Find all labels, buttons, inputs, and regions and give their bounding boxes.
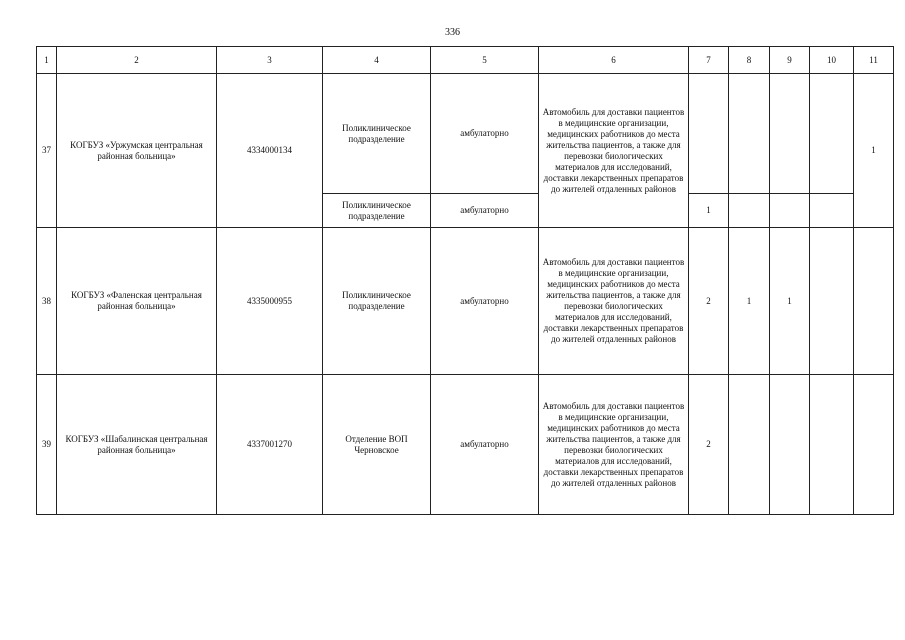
count-col-10 (810, 375, 854, 515)
count-col-10 (810, 194, 854, 228)
count-col-8 (729, 194, 770, 228)
care-mode: амбулаторно (431, 74, 539, 194)
column-number-header: 6 (539, 47, 689, 74)
table-row (37, 375, 894, 515)
care-mode: амбулаторно (431, 194, 539, 228)
column-number-header: 9 (770, 47, 810, 74)
vehicle-purpose: Автомобиль для доставки пациентов в медицинские организации, медицинских работников до места жительства пациентов, а также для перевозки биологических материалов для исследований, доставки лекарственных препаратов до жителей отдаленных районов (539, 228, 689, 375)
inn-code: 4335000955 (217, 228, 323, 375)
column-number-header: 7 (689, 47, 729, 74)
count-col-10 (810, 74, 854, 194)
count-col-7 (689, 74, 729, 194)
count-col-11 (854, 228, 894, 375)
count-col-8 (729, 74, 770, 194)
inn-code: 4337001270 (217, 375, 323, 515)
count-col-9 (770, 375, 810, 515)
inn-code: 4334000134 (217, 74, 323, 228)
column-number-header: 8 (729, 47, 770, 74)
column-numbers-row (37, 47, 894, 74)
row-number: 37 (37, 74, 57, 228)
subdivision-name: Поликлиническое подразделение (323, 228, 431, 375)
column-number-header: 3 (217, 47, 323, 74)
count-col-9 (770, 74, 810, 194)
column-number-header: 4 (323, 47, 431, 74)
row-number: 39 (37, 375, 57, 515)
count-col-9: 1 (770, 228, 810, 375)
organization-name: КОГБУЗ «Уржумская центральная районная больница» (57, 74, 217, 228)
care-mode: амбулаторно (431, 228, 539, 375)
column-number-header: 2 (57, 47, 217, 74)
vehicle-purpose: Автомобиль для доставки пациентов в медицинские организации, медицинских работников до места жительства пациентов, а также для перевозки биологических материалов для исследований, доставки лекарственных препаратов до жителей отдаленных районов (539, 74, 689, 228)
subdivision-name: Отделение ВОП Черновское (323, 375, 431, 515)
count-col-7: 2 (689, 375, 729, 515)
table-row (37, 228, 894, 375)
count-col-8: 1 (729, 228, 770, 375)
row-number: 38 (37, 228, 57, 375)
count-col-8 (729, 375, 770, 515)
column-number-header: 10 (810, 47, 854, 74)
count-col-9 (770, 194, 810, 228)
care-mode: амбулаторно (431, 375, 539, 515)
count-col-10 (810, 228, 854, 375)
subdivision-name: Поликлиническое подразделение (323, 194, 431, 228)
vehicle-allocation-table (36, 46, 894, 515)
page-number: 336 (445, 27, 460, 38)
count-col-11: 1 (854, 74, 894, 228)
organization-name: КОГБУЗ «Фаленская центральная районная больница» (57, 228, 217, 375)
column-number-header: 11 (854, 47, 894, 74)
count-col-7: 1 (689, 194, 729, 228)
vehicle-purpose: Автомобиль для доставки пациентов в медицинские организации, медицинских работников до места жительства пациентов, а также для перевозки биологических материалов для исследований, доставки лекарственных препаратов до жителей отдаленных районов (539, 375, 689, 515)
count-col-11 (854, 375, 894, 515)
table-row (37, 74, 894, 194)
column-number-header: 5 (431, 47, 539, 74)
organization-name: КОГБУЗ «Шабалинская центральная районная больница» (57, 375, 217, 515)
subdivision-name: Поликлиническое подразделение (323, 74, 431, 194)
count-col-7: 2 (689, 228, 729, 375)
column-number-header: 1 (37, 47, 57, 74)
